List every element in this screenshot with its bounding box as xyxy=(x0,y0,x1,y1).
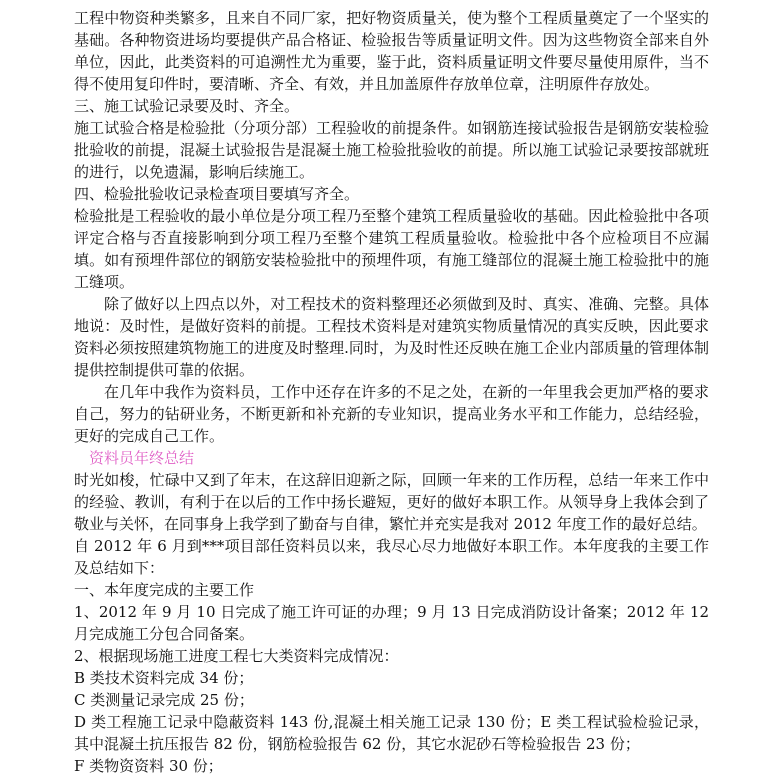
paragraph-self-review: 在几年中我作为资料员，工作中还存在许多的不足之处，在新的一年里我会更加严格的要求自己，努力的钻研业务，不断更新和补充新的专业知识，提高业务水平和工作能力，总结经验，更好的完成自己工作。 xyxy=(74,383,709,445)
list-item-progress: 2、根据现场施工进度工程七大类资料完成情况： xyxy=(74,647,399,665)
heading-main-work: 一、本年度完成的主要工作 xyxy=(74,581,255,599)
list-item-b: B 类技术资料完成 34 份； xyxy=(74,669,254,687)
paragraph-timeliness: 除了做好以上四点以外，对工程技术的资料整理还必须做到及时、真实、准确、完整。具体地说：及时性，是做好资料的前提。工程技术资料是对建筑实物质量情况的真实反映，因此要求资料必须按照建筑物施工的进度及时整理.同时，为及时性还反映在施工企业内部质量的管理体制提供控制提供可靠的依据。 xyxy=(74,295,709,379)
list-item-f: F 类物资资料 30 份； xyxy=(74,757,223,775)
list-item-c: C 类测量记录完成 25 份； xyxy=(74,691,254,709)
paragraph-intro: 时光如梭，忙碌中又到了年末，在这辞旧迎新之际，回顾一年来的工作历程，总结一年来工作中的经验、教训，有利于在以后的工作中扬长避短，更好的做好本职工作。从领导身上我体会到了敬业与关怀，在同事身上我学到了勤奋与自律，繁忙并充实是我对 2012 年度工作的最好总结。 xyxy=(74,471,709,533)
heading-inspection-lot: 四、检验批验收记录检查项目要填写齐全。 xyxy=(74,185,360,203)
document-body xyxy=(74,7,709,777)
list-item-d: D 类工程施工记录中隐蔽资料 143 份,混凝土相关施工记录 130 份；E 类工程试验检验记录，其中混凝土抗压报告 82 份，钢筋检验报告 62 份，其它水泥砂石等检验报告 23 份； xyxy=(74,713,709,753)
heading-test-records: 三、施工试验记录要及时、齐全。 xyxy=(74,97,300,115)
paragraph-test-records: 施工试验合格是检验批（分项分部）工程验收的前提条件。如钢筋连接试验报告是钢筋安装检验批验收的前提，混凝土试验报告是混凝土施工检验批验收的前提。所以施工试验记录要按部就班的进行，以免遗漏，影响后续施工。 xyxy=(74,119,709,181)
paragraph-role: 自 2012 年 6 月到***项目部任资料员以来，我尽心尽力地做好本职工作。本年度我的主要工作及总结如下： xyxy=(74,537,709,577)
paragraph-inspection-lot: 检验批是工程验收的最小单位是分项工程乃至整个建筑工程质量验收的基础。因此检验批中各项评定合格与否直接影响到分项工程乃至整个建筑工程质量验收。检验批中各个应检项目不应漏填。如有预埋件部位的钢筋安装检验批中的预埋件项，有施工缝部位的混凝土施工检验批中的施工缝项。 xyxy=(74,207,709,291)
list-item-permits: 1、2012 年 9 月 10 日完成了施工许可证的办理；9 月 13 日完成消防设计备案；2012 年 12 月完成施工分包合同备案。 xyxy=(74,603,709,643)
section-title-year-end-summary: 资料员年终总结 xyxy=(89,449,195,467)
paragraph-materials: 工程中物资种类繁多，且来自不同厂家，把好物资质量关，使为整个工程质量奠定了一个坚实的基础。各种物资进场均要提供产品合格证、检验报告等质量证明文件。因为这些物资全部来自外单位，因此，此类资料的可追溯性尤为重要，鉴于此，资料质量证明文件要尽量使用原件，当不得不使用复印件时，要清晰、齐全、有效，并且加盖原件存放单位章，注明原件存放处。 xyxy=(74,9,709,93)
